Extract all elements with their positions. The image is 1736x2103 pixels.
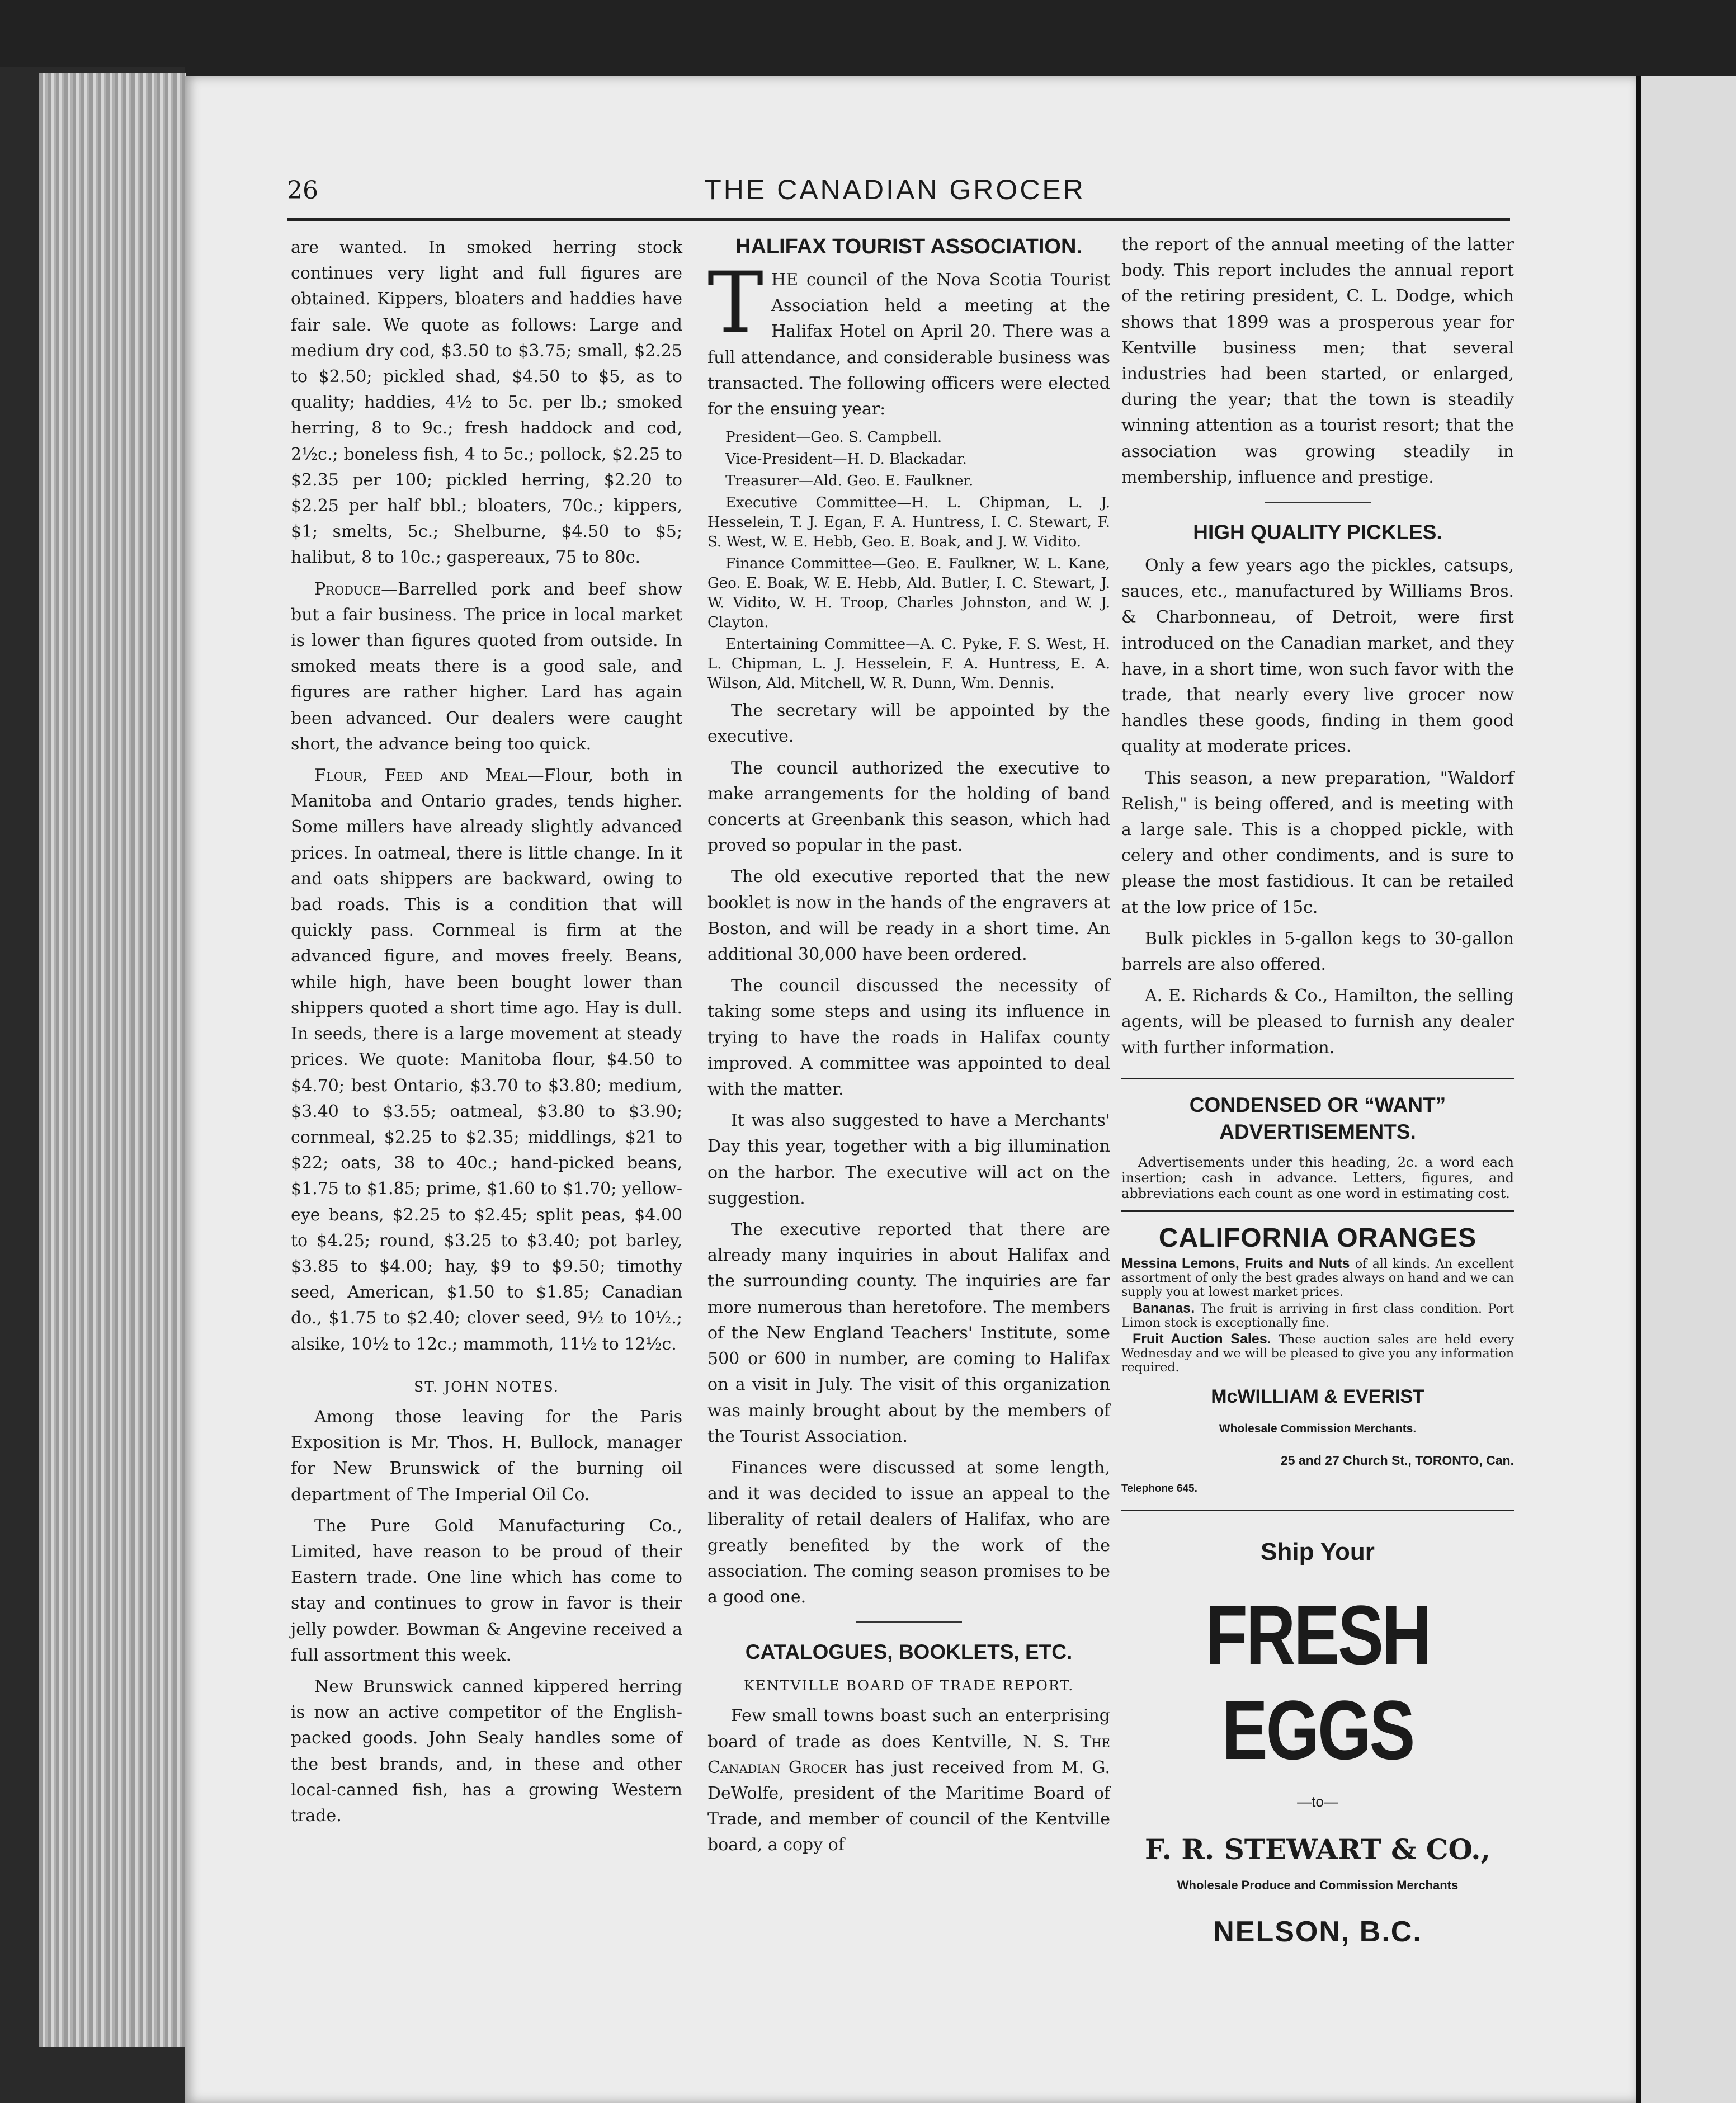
eggs-ad-headline: FRESH EGGS bbox=[1205, 1587, 1430, 1777]
catalogues-heading: CATALOGUES, BOOKLETS, ETC. bbox=[745, 1640, 1073, 1664]
pure-gold-paragraph: The Pure Gold Manufacturing Co., Limited, have reason to be proud of their Eastern trade. One line which has come to stay and continues to grow in favor is their jelly powder. Bowman & Angevine received a full assortment this week. bbox=[291, 1516, 682, 1665]
eggs-ad-firm-sub: Wholesale Produce and Commission Merchants bbox=[1177, 1878, 1459, 1893]
produce-text: —Barrelled pork and beef show but a fair business. The price in local market is lower than figures quoted from outside. In smoked meats there is a good sale, and figures are rather higher. Lard has again been advanced. Our dealers were caught short, the advance being too quick. bbox=[291, 579, 682, 754]
officer-entry: Finance Committee—Geo. E. Faulkner, W. L. Kane, Geo. E. Boak, W. E. Hebb, Ald. Butler, I. C. Stewart, J. W. Vidito, W. H. Troop, Charles Johnston, and W. J. Clayton. bbox=[707, 555, 1110, 631]
kentville-text-a: Few small towns boast such an enterprising board of trade as does Kentville, N. S. bbox=[707, 1706, 1110, 1752]
halifax-paragraph: The council authorized the executive to make arrangements for the holding of band concerts at Greenbank this season, which had proved so popular in the past. bbox=[707, 758, 1110, 856]
fish-market-paragraph: are wanted. In smoked herring stock continues very light and full figures are obtained. Kippers, bloaters and haddies have fair sale. We quote as follows: Large and medium dry cod, $3.50 to $3.75; small, $2.25 to $2.50; pickled shad, $4.50 to $5, as to quality; haddies, 4½ to 5c. per lb.; smoked herring, 8 to 9c.; fresh haddock and cod, 2½c.; boneless fish, 4 to 5c.; pollock, $2.25 to $2.35 per 100; pickled herring, $2.20 to $2.25 per half bbl.; bloaters, 70c.; kippers, $1; smelts, 5c.; Shelburne, $4.50 to $5; halibut, 8 to 10c.; gaspereaux, 75 to 80c. bbox=[291, 238, 682, 568]
flour-paragraph bbox=[291, 763, 682, 1357]
section-separator bbox=[1265, 502, 1371, 503]
oranges-ad-address: 25 and 27 Church St., TORONTO, Can. bbox=[1280, 1453, 1514, 1468]
halifax-paragraph: The council discussed the necessity of taking some steps and using its influence in trying to have the roads in Halifax county improved. A committee was appointed to deal with the matter. bbox=[707, 976, 1110, 1100]
next-page-edge bbox=[1636, 76, 1736, 2103]
scan-background-top bbox=[0, 0, 1736, 84]
oranges-ad bbox=[1121, 1210, 1514, 1502]
flour-text: —Flour, both in Manitoba and Ontario grades, tends higher. Some millers have already slightly advanced prices. In oatmeal, there is little change. In it and oats shippers are backward, owing to bad roads. This is a condition that will quickly pass. Cornmeal is firm at the advanced figure, and moves freely. Beans, while high, have been bought lower than shippers quoted a short time ago. Hay is dull. In seeds, there is a large movement at steady prices. We quote: Manitoba flour, $4.50 to $4.70; best Ontario, $3.70 to $3.80; medium, $3.40 to $3.55; oatmeal, $3.80 to $3.90; cornmeal, $2.25 to $2.35; middlings, $21 to $22; oats, 38 to 40c.; hand-picked beans, $1.75 to $1.85; prime, $1.60 to $1.70; yellow-eye beans, $2.25 to $2.45; split peas, $4.00 to $4.25; round, $3.25 to $3.40; pot barley, $3.85 to $4.00; hay, $9 to $9.50; timothy seed, American, $1.50 to $1.85; Canadian do., $1.75 to $2.40; clover seed, 9½ to 10½.; alsike, 10½ to 12c.; mammoth, 11½ to 12½c. bbox=[291, 766, 682, 1354]
halifax-paragraph: Finances were discussed at some length, and it was decided to issue an appeal to the liberality of retail dealers of Halifax, who are greatly benefited by the work of the association. The coming season promises to be a good one. bbox=[707, 1458, 1110, 1607]
officer-entry: Entertaining Committee—A. C. Pyke, F. S. West, H. L. Chipman, L. J. Hesselein, F. A. Huntress, E. A. Wilson, Ald. Mitchell, W. R. Dunn, Wm. Dennis. bbox=[707, 636, 1110, 692]
header-rule bbox=[287, 218, 1510, 221]
pickles-paragraph: Bulk pickles in 5-gallon kegs to 30-gallon barrels are also offered. bbox=[1121, 928, 1514, 975]
want-ads-box bbox=[1121, 1078, 1514, 1201]
grocer-name: The Canadian Grocer bbox=[707, 1732, 1110, 1777]
paris-exposition-paragraph: Among those leaving for the Paris Exposition is Mr. Thos. H. Bullock, manager for New Brunswick of the burning oil department of The Imperial Oil Co. bbox=[291, 1407, 682, 1505]
oranges-ad-line bbox=[1121, 1257, 1514, 1299]
want-ads-title-2: ADVERTISEMENTS. bbox=[1219, 1120, 1416, 1143]
right-column bbox=[1121, 232, 1514, 1948]
kippered-herring-paragraph: New Brunswick canned kippered herring is now an active competitor of the English-packed goods. John Sealy handles some of the best brands, and, in these and other local-canned fish, has a growing Western trade. bbox=[291, 1676, 682, 1826]
left-column bbox=[291, 235, 682, 1835]
officers-list bbox=[707, 428, 1110, 694]
halifax-paragraph: The executive reported that there are already many inquiries in about Halifax and the surrounding county. The inquiries are far more numerous than heretofore. The members of the New England Teachers' Institute, some 500 or 600 in number, are coming to Halifax on a visit in July. The visit of this organization was mainly brought about by the members of the Tourist Association. bbox=[707, 1220, 1110, 1446]
kentville-paragraph bbox=[707, 1703, 1110, 1858]
flour-lead: Flour, Feed and Meal bbox=[314, 766, 527, 786]
page-edges bbox=[39, 73, 186, 2047]
officer-entry: Vice-President—H. D. Blackadar. bbox=[725, 451, 967, 468]
masthead-title: THE CANADIAN GROCER bbox=[704, 174, 1086, 205]
oranges-ad-line-text: The fruit is arriving in first class condition. Port Limon stock is exceptionally fine. bbox=[1121, 1302, 1514, 1330]
want-ads-title-1: CONDENSED OR “WANT” bbox=[1189, 1093, 1446, 1116]
want-ads-text: Advertisements under this heading, 2c. a word each insertion; cash in advance. Letters, figures, and abbreviations each count as one word in estimating cost. bbox=[1121, 1154, 1514, 1201]
pickles-paragraph: This season, a new preparation, "Waldorf Relish," is being offered, and is meeting with a large sale. This is a chopped pickle, with celery and other condiments, and is sure to please the most fastidious. It can be retailed at the low price of 15c. bbox=[1121, 768, 1514, 917]
halifax-intro-text: HE council of the Nova Scotia Tourist Association held a meeting at the Halifax Hotel on April 20. There was a full attendance, and considerable business was transacted. The following officers were elected for the ensuing year: bbox=[707, 270, 1110, 419]
oranges-ad-title: CALIFORNIA ORANGES bbox=[1158, 1223, 1477, 1253]
oranges-ad-line bbox=[1121, 1332, 1514, 1375]
pickles-heading: HIGH QUALITY PICKLES. bbox=[1193, 521, 1442, 544]
kentville-continued-paragraph: the report of the annual meeting of the latter body. This report includes the annual report of the retiring president, C. L. Dodge, which shows that 1899 was a prosperous year for Kentville business men; that several industries had been started, or enlarged, during the year; that the town is steadily winning attention as a tourist resort; that the association was growing steadily in membership, influence and prestige. bbox=[1121, 235, 1514, 487]
kentville-subheading: KENTVILLE BOARD OF TRADE REPORT. bbox=[743, 1677, 1074, 1694]
halifax-paragraph: The secretary will be appointed by the executive. bbox=[707, 701, 1110, 747]
section-separator bbox=[856, 1621, 962, 1623]
halifax-heading: HALIFAX TOURIST ASSOCIATION. bbox=[735, 235, 1082, 258]
officer-entry: President—Geo. S. Campbell. bbox=[725, 429, 942, 446]
middle-column bbox=[707, 234, 1110, 1864]
halifax-intro bbox=[707, 254, 1110, 422]
eggs-ad-firm: F. R. STEWART & CO., bbox=[1145, 1833, 1490, 1866]
oranges-ad-line-bold: Messina Lemons, Fruits and Nuts bbox=[1121, 1255, 1350, 1271]
halifax-paragraph: It was also suggested to have a Merchants' Day this year, together with a big illumination on the harbor. The executive will act on the suggestion. bbox=[707, 1111, 1110, 1208]
halifax-paragraph: The old executive reported that the new booklet is now in the hands of the engravers at Boston, and will be ready in a short time. An additional 30,000 have been ordered. bbox=[707, 867, 1110, 965]
produce-lead: Produce bbox=[314, 579, 381, 599]
eggs-ad-ship: Ship Your bbox=[1261, 1538, 1375, 1566]
eggs-ad bbox=[1121, 1510, 1514, 1948]
oranges-ad-line-bold: Bananas. bbox=[1133, 1300, 1195, 1316]
officer-entry: Executive Committee—H. L. Chipman, L. J. Hesselein, T. J. Egan, F. A. Huntress, I. C. Stewart, F. S. West, W. E. Hebb, Geo. E. Boak, and J. W. Vidito. bbox=[707, 494, 1110, 551]
officer-entry: Treasurer—Ald. Geo. E. Faulkner. bbox=[725, 473, 974, 490]
produce-paragraph bbox=[291, 577, 682, 757]
st-john-heading: ST. JOHN NOTES. bbox=[414, 1378, 559, 1395]
oranges-ad-line-text: These auction sales are held every Wednesday and we will be pleased to give you any information required. bbox=[1121, 1332, 1514, 1375]
eggs-ad-city: NELSON, B.C. bbox=[1213, 1915, 1422, 1948]
oranges-ad-firm: McWILLIAM & EVERIST bbox=[1211, 1385, 1424, 1407]
oranges-ad-line bbox=[1121, 1302, 1514, 1330]
page-number: 26 bbox=[287, 176, 318, 205]
oranges-ad-telephone: Telephone 645. bbox=[1121, 1482, 1197, 1494]
kentville-text-b: has just received from M. G. DeWolfe, president of the Maritime Board of Trade, and member of council of the Kentville board, a copy of bbox=[707, 1757, 1110, 1855]
pickles-paragraph: Only a few years ago the pickles, catsups, sauces, etc., manufactured by Williams Bros. & Charbonneau, of Detroit, were first introduced on the Canadian market, and they have, in a short time, won such favor with the trade, that nearly every live grocer now handles these goods, finding in them good quality at moderate prices. bbox=[1121, 556, 1514, 757]
dropcap-letter: T bbox=[707, 254, 764, 352]
oranges-ad-line-text: of all kinds. An excellent assortment of only the best grades always on hand and we can supply you at lowest market prices. bbox=[1121, 1257, 1514, 1299]
eggs-ad-to: —to— bbox=[1297, 1793, 1338, 1810]
pickles-paragraph: A. E. Richards & Co., Hamilton, the selling agents, will be pleased to furnish any dealer with further information. bbox=[1121, 986, 1514, 1058]
oranges-ad-line-bold: Fruit Auction Sales. bbox=[1133, 1331, 1271, 1347]
oranges-ad-firm-sub: Wholesale Commission Merchants. bbox=[1219, 1422, 1417, 1436]
